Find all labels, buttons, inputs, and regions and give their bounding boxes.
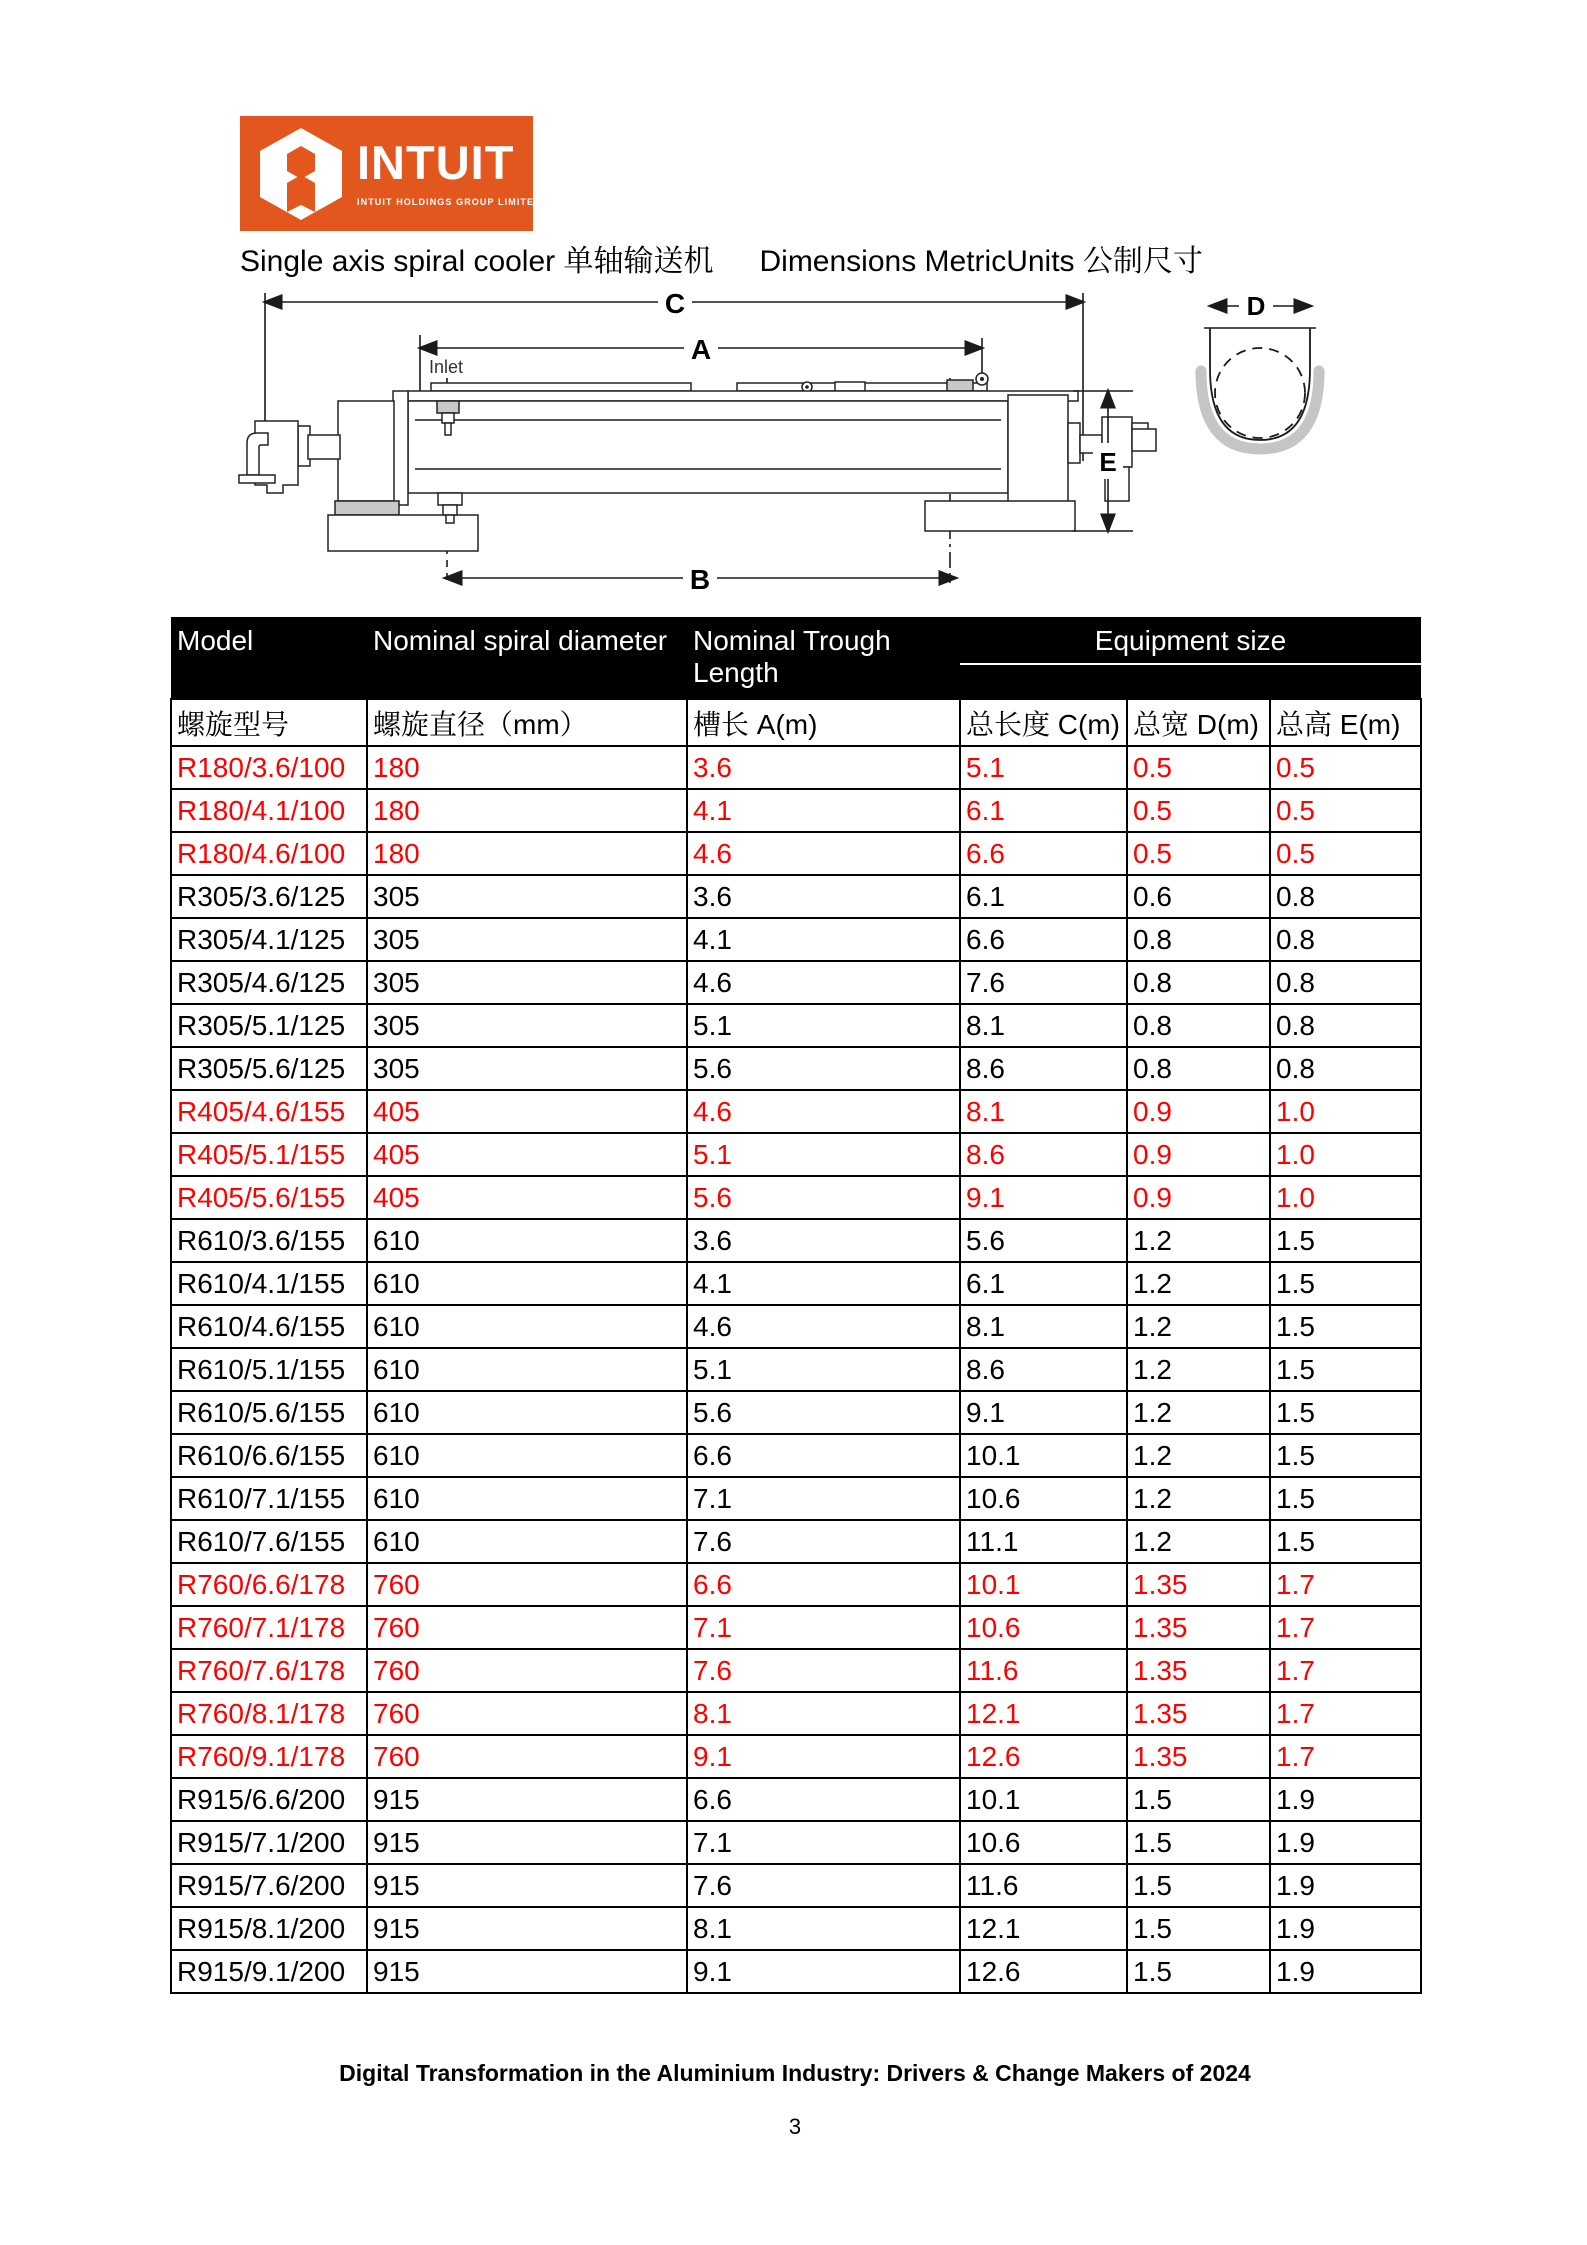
spec-table-body <box>171 746 1421 1993</box>
dimension-b <box>445 562 956 595</box>
cell-total-length-c: 11.1 <box>960 1520 1127 1563</box>
table-row <box>171 1778 1421 1821</box>
dim-e-label: E <box>1099 447 1117 477</box>
cell-trough-length-a: 4.6 <box>687 832 960 875</box>
table-row <box>171 832 1421 875</box>
cell-total-width-d: 1.2 <box>1127 1434 1270 1477</box>
cell-trough-length-a: 8.1 <box>687 1907 960 1950</box>
inlet-label: Inlet <box>429 357 464 377</box>
cell-diameter: 915 <box>367 1778 687 1821</box>
cell-diameter: 760 <box>367 1692 687 1735</box>
cell-total-length-c: 9.1 <box>960 1176 1127 1219</box>
cell-model: R915/9.1/200 <box>171 1950 367 1993</box>
cell-model: R305/4.1/125 <box>171 918 367 961</box>
header-total-height-cn: 总高 E(m) <box>1270 699 1421 746</box>
cell-total-length-c: 6.6 <box>960 832 1127 875</box>
table-row <box>171 1563 1421 1606</box>
cell-total-length-c: 10.6 <box>960 1606 1127 1649</box>
cell-trough-length-a: 5.6 <box>687 1391 960 1434</box>
table-row <box>171 1950 1421 1993</box>
cell-model: R610/7.1/155 <box>171 1477 367 1520</box>
cell-model: R610/6.6/155 <box>171 1434 367 1477</box>
cell-total-height-e: 1.7 <box>1270 1649 1421 1692</box>
cell-diameter: 305 <box>367 875 687 918</box>
table-row <box>171 1047 1421 1090</box>
cell-total-length-c: 6.1 <box>960 789 1127 832</box>
cell-total-width-d: 1.2 <box>1127 1391 1270 1434</box>
cell-trough-length-a: 6.6 <box>687 1563 960 1606</box>
cell-trough-length-a: 5.1 <box>687 1004 960 1047</box>
cell-total-width-d: 0.8 <box>1127 961 1270 1004</box>
header-nominal-trough-length: Nominal Trough Length <box>687 617 960 699</box>
cell-trough-length-a: 7.1 <box>687 1606 960 1649</box>
cell-total-width-d: 0.5 <box>1127 746 1270 789</box>
cell-total-width-d: 1.2 <box>1127 1520 1270 1563</box>
cell-model: R305/5.1/125 <box>171 1004 367 1047</box>
cell-total-height-e: 0.5 <box>1270 789 1421 832</box>
cell-diameter: 405 <box>367 1133 687 1176</box>
cell-trough-length-a: 9.1 <box>687 1950 960 1993</box>
cell-total-height-e: 1.0 <box>1270 1133 1421 1176</box>
table-row <box>171 1649 1421 1692</box>
cell-model: R405/5.1/155 <box>171 1133 367 1176</box>
table-row <box>171 961 1421 1004</box>
logo-subtitle: INTUIT HOLDINGS GROUP LIMITED <box>357 197 542 207</box>
header-diameter-cn: 螺旋直径（mm） <box>367 699 687 746</box>
table-row <box>171 1219 1421 1262</box>
cell-diameter: 915 <box>367 1864 687 1907</box>
table-row <box>171 789 1421 832</box>
table-row <box>171 1348 1421 1391</box>
table-row <box>171 1520 1421 1563</box>
cell-model: R305/5.6/125 <box>171 1047 367 1090</box>
header-equipment-size <box>960 617 1421 699</box>
cell-model: R915/7.1/200 <box>171 1821 367 1864</box>
cell-total-width-d: 1.5 <box>1127 1821 1270 1864</box>
cell-trough-length-a: 5.1 <box>687 1348 960 1391</box>
cell-trough-length-a: 9.1 <box>687 1735 960 1778</box>
cell-trough-length-a: 5.6 <box>687 1047 960 1090</box>
cell-model: R405/4.6/155 <box>171 1090 367 1133</box>
header-total-length-cn: 总长度 C(m) <box>960 699 1127 746</box>
cell-trough-length-a: 8.1 <box>687 1692 960 1735</box>
cell-total-height-e: 1.5 <box>1270 1391 1421 1434</box>
cell-trough-length-a: 4.1 <box>687 918 960 961</box>
table-row <box>171 1176 1421 1219</box>
cell-total-height-e: 1.9 <box>1270 1907 1421 1950</box>
cell-total-width-d: 0.8 <box>1127 1004 1270 1047</box>
cell-trough-length-a: 4.1 <box>687 789 960 832</box>
cell-total-length-c: 10.6 <box>960 1477 1127 1520</box>
cell-model: R760/7.1/178 <box>171 1606 367 1649</box>
cell-total-length-c: 7.6 <box>960 961 1127 1004</box>
cell-total-length-c: 10.1 <box>960 1434 1127 1477</box>
cell-total-width-d: 1.2 <box>1127 1262 1270 1305</box>
cell-model: R405/5.6/155 <box>171 1176 367 1219</box>
dimension-a <box>420 332 982 365</box>
table-row <box>171 746 1421 789</box>
table-row <box>171 1391 1421 1434</box>
hexagon-i-logo-icon <box>253 126 349 222</box>
cell-total-width-d: 1.5 <box>1127 1907 1270 1950</box>
cell-model: R915/7.6/200 <box>171 1864 367 1907</box>
cell-trough-length-a: 3.6 <box>687 875 960 918</box>
cell-total-width-d: 0.5 <box>1127 789 1270 832</box>
cell-total-width-d: 1.35 <box>1127 1649 1270 1692</box>
cell-trough-length-a: 4.6 <box>687 1090 960 1133</box>
cell-total-width-d: 1.5 <box>1127 1778 1270 1821</box>
cell-diameter: 610 <box>367 1305 687 1348</box>
page-title-product: Single axis spiral cooler 单轴输送机 <box>240 245 714 278</box>
cell-total-length-c: 12.1 <box>960 1692 1127 1735</box>
cell-total-width-d: 1.2 <box>1127 1477 1270 1520</box>
cell-model: R305/3.6/125 <box>171 875 367 918</box>
cell-model: R915/8.1/200 <box>171 1907 367 1950</box>
dimension-c <box>265 286 1083 319</box>
cell-model: R180/4.1/100 <box>171 789 367 832</box>
cell-trough-length-a: 4.6 <box>687 961 960 1004</box>
dim-c-label: C <box>664 288 686 319</box>
table-row <box>171 1004 1421 1047</box>
cell-total-height-e: 1.7 <box>1270 1692 1421 1735</box>
cell-total-length-c: 8.1 <box>960 1004 1127 1047</box>
cell-total-length-c: 11.6 <box>960 1864 1127 1907</box>
cell-total-height-e: 0.5 <box>1270 746 1421 789</box>
table-row <box>171 1305 1421 1348</box>
cell-model: R610/4.1/155 <box>171 1262 367 1305</box>
table-row <box>171 875 1421 918</box>
cell-total-height-e: 1.5 <box>1270 1434 1421 1477</box>
cell-diameter: 760 <box>367 1649 687 1692</box>
cell-diameter: 305 <box>367 918 687 961</box>
cell-model: R610/5.6/155 <box>171 1391 367 1434</box>
trough-cross-section <box>1201 290 1319 449</box>
cell-trough-length-a: 6.6 <box>687 1434 960 1477</box>
cell-total-height-e: 1.9 <box>1270 1821 1421 1864</box>
machine-drawing <box>239 373 1156 551</box>
cell-diameter: 610 <box>367 1520 687 1563</box>
cell-total-height-e: 1.5 <box>1270 1520 1421 1563</box>
spec-table <box>170 617 1422 1994</box>
cell-diameter: 405 <box>367 1090 687 1133</box>
logo-brand-name: INTUIT <box>357 136 515 189</box>
cell-total-length-c: 10.6 <box>960 1821 1127 1864</box>
page-number: 3 <box>788 2114 802 2139</box>
cell-diameter: 180 <box>367 746 687 789</box>
cell-diameter: 305 <box>367 1047 687 1090</box>
company-logo <box>240 116 542 231</box>
cell-total-height-e: 1.5 <box>1270 1477 1421 1520</box>
cell-total-height-e: 0.8 <box>1270 961 1421 1004</box>
cell-diameter: 610 <box>367 1391 687 1434</box>
cell-total-length-c: 12.6 <box>960 1950 1127 1993</box>
table-header-row-chinese <box>171 699 1421 746</box>
table-row <box>171 1735 1421 1778</box>
cell-total-height-e: 1.7 <box>1270 1735 1421 1778</box>
cell-diameter: 610 <box>367 1348 687 1391</box>
cell-total-height-e: 1.0 <box>1270 1176 1421 1219</box>
dim-b-label: B <box>689 564 711 595</box>
cell-total-width-d: 0.8 <box>1127 918 1270 961</box>
cell-diameter: 610 <box>367 1477 687 1520</box>
cell-diameter: 405 <box>367 1176 687 1219</box>
cell-diameter: 180 <box>367 832 687 875</box>
cell-total-width-d: 1.35 <box>1127 1563 1270 1606</box>
cell-total-height-e: 0.8 <box>1270 1047 1421 1090</box>
cell-total-width-d: 0.8 <box>1127 1047 1270 1090</box>
cell-total-height-e: 0.5 <box>1270 832 1421 875</box>
cell-total-width-d: 0.9 <box>1127 1176 1270 1219</box>
cell-total-height-e: 1.9 <box>1270 1950 1421 1993</box>
cell-total-height-e: 1.0 <box>1270 1090 1421 1133</box>
cell-trough-length-a: 5.6 <box>687 1176 960 1219</box>
cell-model: R760/8.1/178 <box>171 1692 367 1735</box>
cell-total-height-e: 1.9 <box>1270 1864 1421 1907</box>
cell-total-length-c: 10.1 <box>960 1563 1127 1606</box>
cell-trough-length-a: 4.1 <box>687 1262 960 1305</box>
cell-total-height-e: 1.7 <box>1270 1606 1421 1649</box>
cell-total-height-e: 1.5 <box>1270 1348 1421 1391</box>
header-trough-length-cn: 槽长 A(m) <box>687 699 960 746</box>
cell-trough-length-a: 3.6 <box>687 1219 960 1262</box>
cell-total-width-d: 1.35 <box>1127 1606 1270 1649</box>
cell-total-height-e: 1.9 <box>1270 1778 1421 1821</box>
cell-total-width-d: 1.5 <box>1127 1950 1270 1993</box>
cell-total-length-c: 9.1 <box>960 1391 1127 1434</box>
cell-model: R610/4.6/155 <box>171 1305 367 1348</box>
cell-diameter: 760 <box>367 1606 687 1649</box>
table-row <box>171 1434 1421 1477</box>
cell-trough-length-a: 7.1 <box>687 1477 960 1520</box>
cell-total-height-e: 1.5 <box>1270 1262 1421 1305</box>
cell-trough-length-a: 6.6 <box>687 1778 960 1821</box>
cell-diameter: 760 <box>367 1563 687 1606</box>
cell-trough-length-a: 4.6 <box>687 1305 960 1348</box>
cell-total-height-e: 0.8 <box>1270 1004 1421 1047</box>
cell-diameter: 610 <box>367 1434 687 1477</box>
cell-total-height-e: 1.7 <box>1270 1563 1421 1606</box>
cell-total-length-c: 5.1 <box>960 746 1127 789</box>
table-row <box>171 1821 1421 1864</box>
cell-model: R760/6.6/178 <box>171 1563 367 1606</box>
cell-total-length-c: 8.1 <box>960 1090 1127 1133</box>
cell-diameter: 305 <box>367 961 687 1004</box>
page-title <box>240 236 1360 280</box>
cell-model: R305/4.6/125 <box>171 961 367 1004</box>
cell-total-width-d: 0.9 <box>1127 1090 1270 1133</box>
table-row <box>171 1477 1421 1520</box>
cell-diameter: 915 <box>367 1950 687 1993</box>
cell-diameter: 610 <box>367 1262 687 1305</box>
cell-total-width-d: 0.5 <box>1127 832 1270 875</box>
cell-total-width-d: 1.2 <box>1127 1305 1270 1348</box>
table-row <box>171 1692 1421 1735</box>
cell-total-width-d: 0.9 <box>1127 1133 1270 1176</box>
cell-model: R915/6.6/200 <box>171 1778 367 1821</box>
cell-model: R610/3.6/155 <box>171 1219 367 1262</box>
cell-total-width-d: 1.2 <box>1127 1219 1270 1262</box>
cell-trough-length-a: 7.6 <box>687 1864 960 1907</box>
header-total-width-cn: 总宽 D(m) <box>1127 699 1270 746</box>
cell-total-length-c: 11.6 <box>960 1649 1127 1692</box>
cell-total-height-e: 0.8 <box>1270 918 1421 961</box>
header-model-cn: 螺旋型号 <box>171 699 367 746</box>
cell-diameter: 915 <box>367 1907 687 1950</box>
header-nominal-spiral-diameter: Nominal spiral diameter <box>367 617 687 699</box>
cell-total-length-c: 10.1 <box>960 1778 1127 1821</box>
technical-diagram <box>235 283 1345 615</box>
cell-total-width-d: 1.5 <box>1127 1864 1270 1907</box>
cell-total-height-e: 1.5 <box>1270 1219 1421 1262</box>
cell-model: R610/7.6/155 <box>171 1520 367 1563</box>
header-model: Model <box>171 617 367 699</box>
dim-d-label: D <box>1246 291 1266 321</box>
cell-total-length-c: 5.6 <box>960 1219 1127 1262</box>
cell-model: R760/7.6/178 <box>171 1649 367 1692</box>
cell-trough-length-a: 5.1 <box>687 1133 960 1176</box>
cell-total-height-e: 1.5 <box>1270 1305 1421 1348</box>
cell-total-length-c: 6.6 <box>960 918 1127 961</box>
cell-model: R180/3.6/100 <box>171 746 367 789</box>
table-row <box>171 1133 1421 1176</box>
dim-a-label: A <box>690 334 712 365</box>
page-title-dimensions: Dimensions MetricUnits 公制尺寸 <box>759 245 1203 278</box>
cell-total-length-c: 8.6 <box>960 1348 1127 1391</box>
logo-text-block <box>357 137 542 207</box>
cell-total-length-c: 6.1 <box>960 1262 1127 1305</box>
cell-total-width-d: 1.2 <box>1127 1348 1270 1391</box>
cell-diameter: 180 <box>367 789 687 832</box>
table-row <box>171 1606 1421 1649</box>
cell-total-length-c: 8.6 <box>960 1133 1127 1176</box>
cell-total-height-e: 0.8 <box>1270 875 1421 918</box>
table-row <box>171 1864 1421 1907</box>
cell-total-length-c: 6.1 <box>960 875 1127 918</box>
table-row <box>171 1262 1421 1305</box>
cell-model: R610/5.1/155 <box>171 1348 367 1391</box>
cell-total-length-c: 8.6 <box>960 1047 1127 1090</box>
cell-trough-length-a: 3.6 <box>687 746 960 789</box>
cell-total-length-c: 8.1 <box>960 1305 1127 1348</box>
table-row <box>171 1090 1421 1133</box>
cell-diameter: 305 <box>367 1004 687 1047</box>
cell-trough-length-a: 7.6 <box>687 1520 960 1563</box>
cell-total-length-c: 12.6 <box>960 1735 1127 1778</box>
spec-table-container <box>170 617 1422 1994</box>
table-row <box>171 1907 1421 1950</box>
cell-total-width-d: 1.35 <box>1127 1692 1270 1735</box>
cell-total-width-d: 0.6 <box>1127 875 1270 918</box>
cell-model: R760/9.1/178 <box>171 1735 367 1778</box>
cell-model: R180/4.6/100 <box>171 832 367 875</box>
footer-report-title: Digital Transformation in the Aluminium Industry: Drivers & Change Makers of 2024 <box>339 2060 1251 2086</box>
table-header-row-english <box>171 617 1421 699</box>
cell-diameter: 760 <box>367 1735 687 1778</box>
cell-diameter: 915 <box>367 1821 687 1864</box>
cell-diameter: 610 <box>367 1219 687 1262</box>
cell-total-width-d: 1.35 <box>1127 1735 1270 1778</box>
table-row <box>171 918 1421 961</box>
header-equipment-size-label: Equipment size <box>1094 625 1287 656</box>
cell-trough-length-a: 7.1 <box>687 1821 960 1864</box>
cell-trough-length-a: 7.6 <box>687 1649 960 1692</box>
cell-total-length-c: 12.1 <box>960 1907 1127 1950</box>
